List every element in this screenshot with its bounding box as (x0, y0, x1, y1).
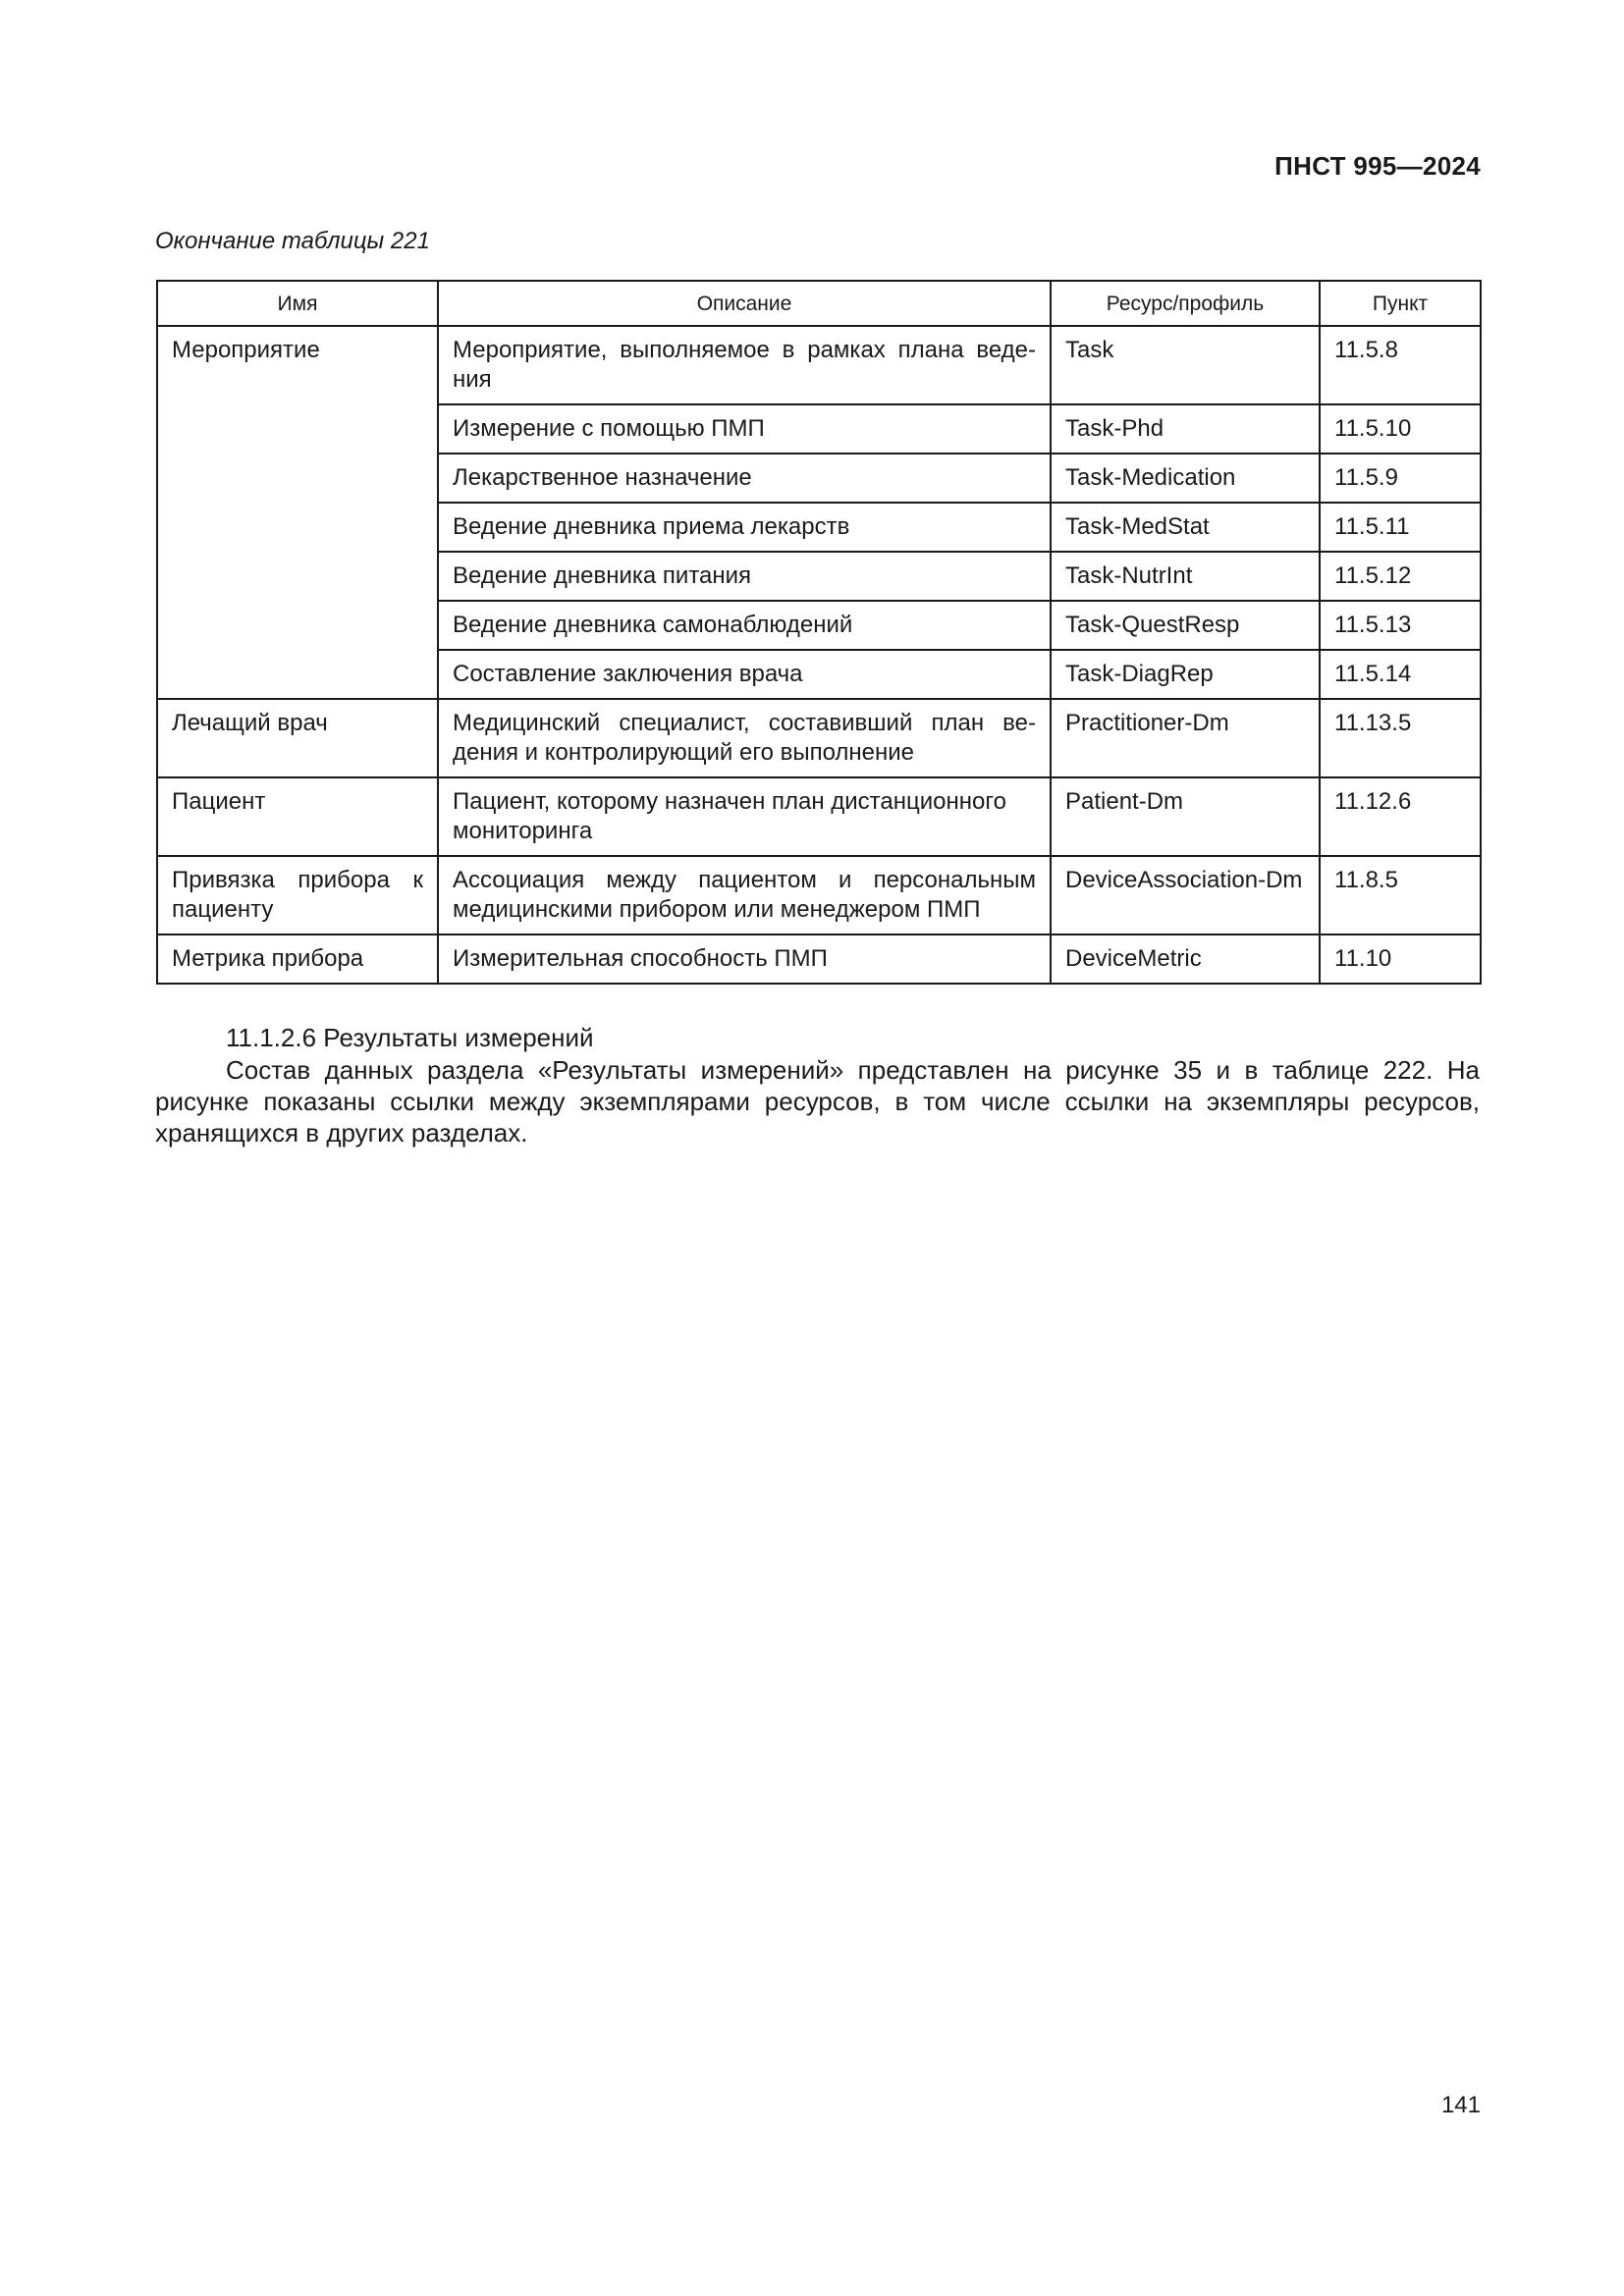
description-cell: Ведение дневника питания (438, 552, 1051, 601)
description-cell: Составление заключения врача (438, 650, 1051, 699)
clause-cell: 11.5.10 (1320, 404, 1481, 454)
description-cell: Измерение с помощью ПМП (438, 404, 1051, 454)
resource-cell: DeviceAssociation-Dm (1051, 856, 1320, 934)
resource-cell: DeviceMetric (1051, 934, 1320, 984)
table-row (157, 934, 1481, 984)
column-header-clause: Пункт (1320, 281, 1481, 326)
resource-cell: Task-Medication (1051, 454, 1320, 503)
clause-cell: 11.5.13 (1320, 601, 1481, 650)
clause-cell: 11.5.11 (1320, 503, 1481, 552)
resource-cell: Task (1051, 326, 1320, 404)
description-cell: Ведение дневника самонаблюдений (438, 601, 1051, 650)
section-heading: 11.1.2.6 Результаты измерений (226, 1023, 594, 1052)
resource-cell: Practitioner-Dm (1051, 699, 1320, 777)
clause-cell: 11.10 (1320, 934, 1481, 984)
description-cell: Мероприятие, выполняемое в рамках плана веде-ния (438, 326, 1051, 404)
name-cell: Привязка прибора к пациенту (157, 856, 438, 934)
clause-cell: 11.12.6 (1320, 777, 1481, 856)
table-header-row (157, 281, 1481, 326)
description-cell: Измерительная способность ПМП (438, 934, 1051, 984)
column-header-description: Описание (438, 281, 1051, 326)
description-cell: Ведение дневника приема лекарств (438, 503, 1051, 552)
table-row (157, 699, 1481, 777)
resource-cell: Task-DiagRep (1051, 650, 1320, 699)
clause-cell: 11.5.14 (1320, 650, 1481, 699)
clause-cell: 11.8.5 (1320, 856, 1481, 934)
resource-cell: Task-Phd (1051, 404, 1320, 454)
resource-cell: Task-MedStat (1051, 503, 1320, 552)
resource-cell: Task-QuestResp (1051, 601, 1320, 650)
body-paragraph: Состав данных раздела «Результаты измерений» представлен на рисунке 35 и в таблице 222. На рисунке показаны ссылки между экземплярами ресурсов, в том числе ссылки на экземпляры ресурсов, хранящихся в других разделах. (155, 1055, 1480, 1148)
description-cell: Лекарственное назначение (438, 454, 1051, 503)
resources-table (156, 280, 1482, 985)
clause-cell: 11.5.9 (1320, 454, 1481, 503)
resource-cell: Task-NutrInt (1051, 552, 1320, 601)
group-name-cell: Мероприятие (157, 326, 438, 699)
column-header-resource: Ресурс/профиль (1051, 281, 1320, 326)
column-header-name: Имя (157, 281, 438, 326)
table-row (157, 326, 1481, 404)
table-row (157, 777, 1481, 856)
description-cell: Ассоциация между пациентом и персональным медицинскими прибором или менеджером ПМП (438, 856, 1051, 934)
table-caption: Окончание таблицы 221 (155, 228, 430, 254)
clause-cell: 11.5.12 (1320, 552, 1481, 601)
name-cell: Метрика прибора (157, 934, 438, 984)
clause-cell: 11.13.5 (1320, 699, 1481, 777)
description-cell: Медицинский специалист, составивший план ве-дения и контролирующий его выполнение (438, 699, 1051, 777)
clause-cell: 11.5.8 (1320, 326, 1481, 404)
document-number: ПНСТ 995—2024 (1274, 151, 1481, 181)
name-cell: Лечащий врач (157, 699, 438, 777)
resource-cell: Patient-Dm (1051, 777, 1320, 856)
name-cell: Пациент (157, 777, 438, 856)
table-row (157, 856, 1481, 934)
description-cell: Пациент, которому назначен план дистанционного мониторинга (438, 777, 1051, 856)
page-number: 141 (1440, 2092, 1481, 2118)
